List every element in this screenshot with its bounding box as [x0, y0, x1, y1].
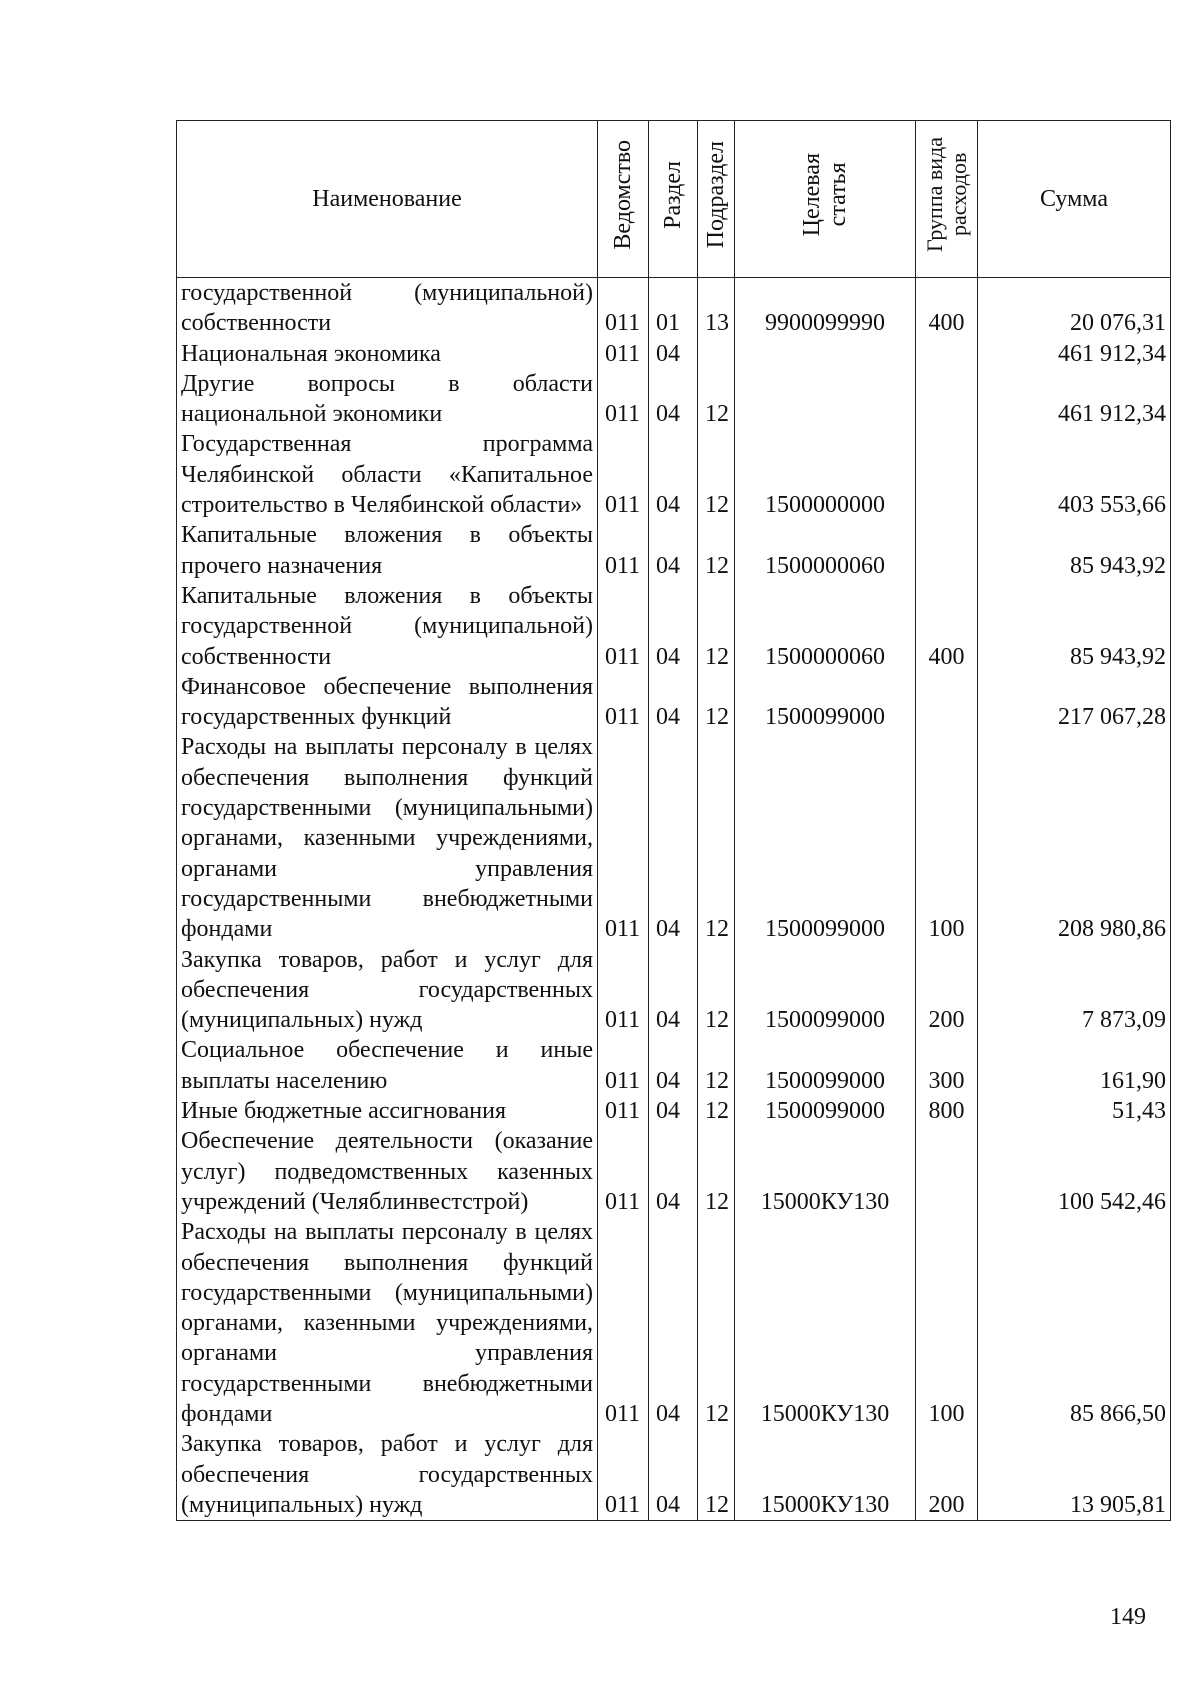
table-header	[177, 121, 1171, 278]
row-vedomstvo: 011	[598, 520, 649, 581]
row-vedomstvo: 011	[598, 672, 649, 733]
row-name: Обеспечение деятельности (оказание услуг) подведомственных казенных учреждений (Челяблинвестстрой)	[177, 1126, 598, 1217]
row-summa: 20 076,31	[978, 278, 1171, 339]
row-razdel: 04	[649, 1126, 698, 1217]
row-razdel: 04	[649, 672, 698, 733]
row-name: Социальное обеспечение и иные выплаты населению	[177, 1035, 598, 1096]
row-podrazdel: 12	[698, 1217, 735, 1429]
table-row	[177, 429, 1171, 520]
row-name: Расходы на выплаты персоналу в целях обеспечения выполнения функций государственными (муниципальными) органами, казенными учреждениями, органами управления государственными внебюджетными фондами	[177, 732, 598, 944]
row-podrazdel: 12	[698, 581, 735, 672]
table-row	[177, 369, 1171, 430]
row-summa: 161,90	[978, 1035, 1171, 1096]
row-summa: 100 542,46	[978, 1126, 1171, 1217]
row-gruppa-vida-rashodov: 100	[916, 1217, 978, 1429]
row-summa: 51,43	[978, 1096, 1171, 1126]
row-razdel: 04	[649, 945, 698, 1036]
row-summa: 217 067,28	[978, 672, 1171, 733]
row-vedomstvo: 011	[598, 369, 649, 430]
row-gruppa-vida-rashodov	[916, 339, 978, 369]
row-vedomstvo: 011	[598, 1096, 649, 1126]
row-name: Другие вопросы в области национальной экономики	[177, 369, 598, 430]
row-podrazdel: 12	[698, 672, 735, 733]
row-vedomstvo: 011	[598, 1217, 649, 1429]
row-name: Иные бюджетные ассигнования	[177, 1096, 598, 1126]
row-celevaya-statya: 1500099000	[735, 672, 916, 733]
header-gruppa-label: Группа вида расходов	[921, 137, 971, 253]
row-celevaya-statya: 1500000000	[735, 429, 916, 520]
row-name: Государственная программа Челябинской области «Капитальное строительство в Челябинской области»	[177, 429, 598, 520]
row-razdel: 04	[649, 520, 698, 581]
row-podrazdel: 12	[698, 1035, 735, 1096]
row-celevaya-statya: 15000КУ130	[735, 1217, 916, 1429]
row-celevaya-statya: 1500099000	[735, 1035, 916, 1096]
table-row	[177, 339, 1171, 369]
row-celevaya-statya: 1500000060	[735, 520, 916, 581]
table-row	[177, 1429, 1171, 1520]
row-vedomstvo: 011	[598, 1035, 649, 1096]
row-gruppa-vida-rashodov	[916, 520, 978, 581]
row-name: Расходы на выплаты персоналу в целях обеспечения выполнения функций государственными (муниципальными) органами, казенными учреждениями, органами управления государственными внебюджетными фондами	[177, 1217, 598, 1429]
row-name: Закупка товаров, работ и услуг для обеспечения государственных (муниципальных) нужд	[177, 945, 598, 1036]
row-podrazdel: 12	[698, 732, 735, 944]
row-razdel: 01	[649, 278, 698, 339]
table-row	[177, 520, 1171, 581]
header-vedomstvo-label: Ведомство	[610, 140, 636, 250]
row-gruppa-vida-rashodov: 400	[916, 278, 978, 339]
row-name: Капитальные вложения в объекты государственной (муниципальной) собственности	[177, 581, 598, 672]
row-podrazdel: 13	[698, 278, 735, 339]
row-razdel: 04	[649, 581, 698, 672]
row-podrazdel	[698, 339, 735, 369]
row-celevaya-statya	[735, 369, 916, 430]
row-gruppa-vida-rashodov: 400	[916, 581, 978, 672]
row-celevaya-statya: 9900099990	[735, 278, 916, 339]
row-podrazdel: 12	[698, 1126, 735, 1217]
row-vedomstvo: 011	[598, 339, 649, 369]
header-vedomstvo	[598, 121, 649, 278]
row-vedomstvo: 011	[598, 1126, 649, 1217]
header-name: Наименование	[177, 121, 598, 278]
row-celevaya-statya: 1500099000	[735, 945, 916, 1036]
page-number: 149	[1110, 1604, 1146, 1630]
row-summa: 461 912,34	[978, 369, 1171, 430]
row-name: Национальная экономика	[177, 339, 598, 369]
header-celevaya-label: Целевая статья	[799, 153, 851, 237]
table-row	[177, 1126, 1171, 1217]
row-razdel: 04	[649, 339, 698, 369]
row-gruppa-vida-rashodov: 300	[916, 1035, 978, 1096]
row-razdel: 04	[649, 732, 698, 944]
header-celevaya	[735, 121, 916, 278]
header-podrazdel-label: Подраздел	[703, 141, 729, 249]
row-summa: 208 980,86	[978, 732, 1171, 944]
table-row	[177, 581, 1171, 672]
row-podrazdel: 12	[698, 429, 735, 520]
row-celevaya-statya: 15000КУ130	[735, 1126, 916, 1217]
row-vedomstvo: 011	[598, 278, 649, 339]
row-razdel: 04	[649, 1035, 698, 1096]
row-razdel: 04	[649, 369, 698, 430]
row-summa: 7 873,09	[978, 945, 1171, 1036]
header-summa: Сумма	[978, 121, 1171, 278]
row-razdel: 04	[649, 1429, 698, 1520]
table-row	[177, 1217, 1171, 1429]
budget-table	[176, 120, 1171, 1521]
row-name: государственной (муниципальной) собственности	[177, 278, 598, 339]
row-name: Финансовое обеспечение выполнения государственных функций	[177, 672, 598, 733]
row-gruppa-vida-rashodov: 200	[916, 1429, 978, 1520]
row-razdel: 04	[649, 1096, 698, 1126]
row-summa: 403 553,66	[978, 429, 1171, 520]
header-razdel	[649, 121, 698, 278]
row-podrazdel: 12	[698, 1096, 735, 1126]
table-row	[177, 1035, 1171, 1096]
row-celevaya-statya: 15000КУ130	[735, 1429, 916, 1520]
header-gruppa	[916, 121, 978, 278]
row-razdel: 04	[649, 429, 698, 520]
row-vedomstvo: 011	[598, 581, 649, 672]
row-name: Капитальные вложения в объекты прочего назначения	[177, 520, 598, 581]
row-gruppa-vida-rashodov	[916, 1126, 978, 1217]
row-summa: 85 943,92	[978, 520, 1171, 581]
row-gruppa-vida-rashodov: 800	[916, 1096, 978, 1126]
row-celevaya-statya: 1500099000	[735, 732, 916, 944]
row-name: Закупка товаров, работ и услуг для обеспечения государственных (муниципальных) нужд	[177, 1429, 598, 1520]
row-podrazdel: 12	[698, 945, 735, 1036]
row-gruppa-vida-rashodov: 100	[916, 732, 978, 944]
row-vedomstvo: 011	[598, 429, 649, 520]
row-podrazdel: 12	[698, 520, 735, 581]
header-razdel-label: Раздел	[660, 160, 686, 229]
row-vedomstvo: 011	[598, 945, 649, 1036]
row-vedomstvo: 011	[598, 732, 649, 944]
row-celevaya-statya: 1500000060	[735, 581, 916, 672]
table-body	[177, 278, 1171, 1521]
table-row	[177, 945, 1171, 1036]
table-row	[177, 278, 1171, 339]
row-gruppa-vida-rashodov: 200	[916, 945, 978, 1036]
row-summa: 13 905,81	[978, 1429, 1171, 1520]
row-podrazdel: 12	[698, 1429, 735, 1520]
table-row	[177, 732, 1171, 944]
row-gruppa-vida-rashodov	[916, 672, 978, 733]
row-summa: 85 866,50	[978, 1217, 1171, 1429]
row-gruppa-vida-rashodov	[916, 369, 978, 430]
row-celevaya-statya: 1500099000	[735, 1096, 916, 1126]
row-summa: 85 943,92	[978, 581, 1171, 672]
table-row	[177, 672, 1171, 733]
row-summa: 461 912,34	[978, 339, 1171, 369]
row-celevaya-statya	[735, 339, 916, 369]
row-razdel: 04	[649, 1217, 698, 1429]
table-row	[177, 1096, 1171, 1126]
row-podrazdel: 12	[698, 369, 735, 430]
row-gruppa-vida-rashodov	[916, 429, 978, 520]
header-podrazdel	[698, 121, 735, 278]
row-vedomstvo: 011	[598, 1429, 649, 1520]
